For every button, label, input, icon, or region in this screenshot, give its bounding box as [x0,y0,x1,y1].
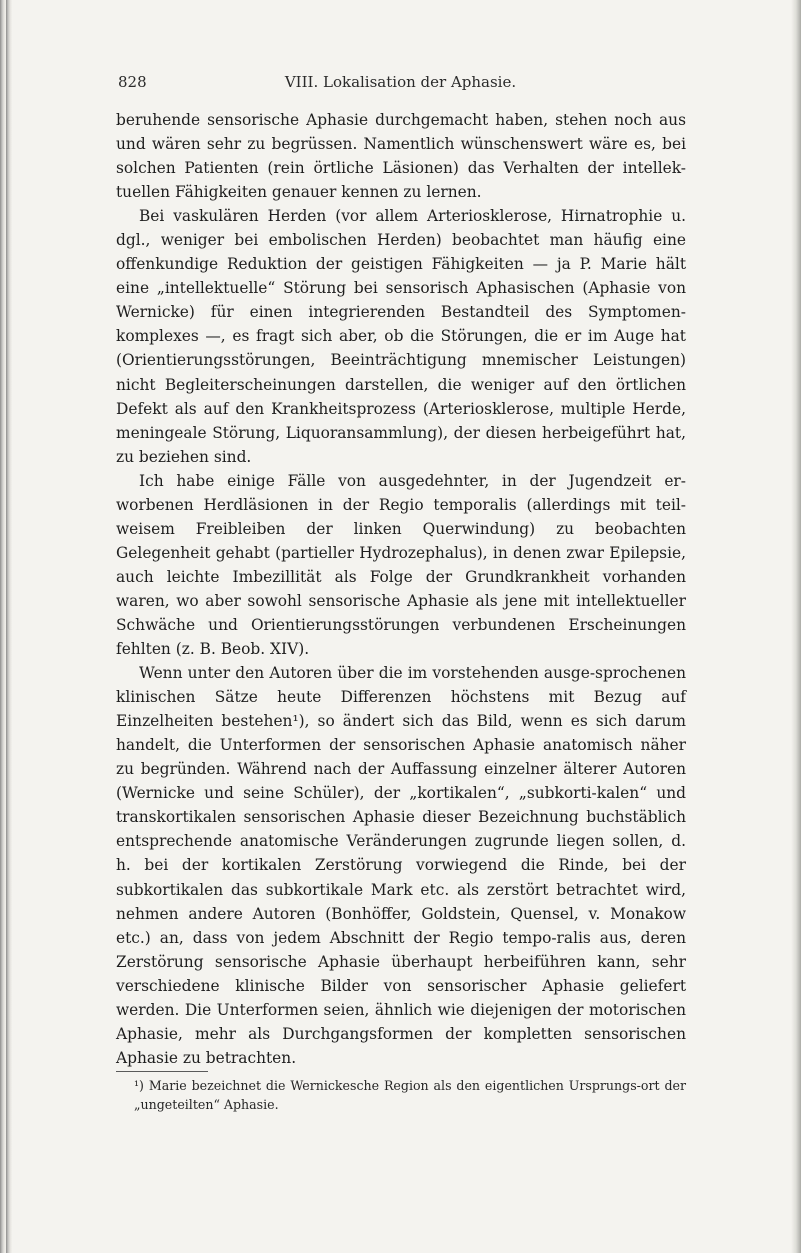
footnote-text: ¹) Marie bezeichnet die Wernickesche Region als den eigentlichen Ursprungs-ort der „ungeteilten“ Aphasie. [134,1078,686,1112]
paragraph: Ich habe einige Fälle von ausgedehnter, in der Jugendzeit er-worbenen Herdläsionen in der Regio temporalis (allerdings mit teil-weisem Freibleiben der linken Querwindung) zu beobachten Gelegenheit gehabt (partieller Hydrozephalus), in denen zwar Epilepsie, auch leichte Imbezillität als Folge der Grundkrankheit vorhanden waren, wo aber sowohl sensorische Aphasie als jene mit intellektueller Schwäche und Orientierungsstörungen verbundenen Erscheinungen fehlten (z. B. Beob. XIV). [116,471,686,659]
paragraph: beruhende sensorische Aphasie durchgemacht haben, stehen noch aus und wären sehr zu begrüssen. Namentlich wünschenswert wäre es, bei solchen Patienten (rein örtliche Läsionen) das Verhalten der intellek-tuellen Fähigkeiten genauer kennen zu lernen. [116,111,686,202]
page-number: 828 [118,73,147,91]
page-edge-right [791,0,801,1253]
paragraph: Bei vaskulären Herden (vor allem Arteriosklerose, Hirnatrophie u. dgl., weniger bei embolischen Herden) beobachtet man häufig eine offenkundige Reduktion der geistigen Fähigkeiten — ja P. Marie hält eine „intellektuelle“ Störung bei sensorisch Aphasischen (Aphasie von Wernicke) für einen integrierenden Bestandteil des Symptomen-komplexes —, es fragt sich aber, ob die Störungen, die er im Auge hat (Orientierungsstörungen, Beeinträchtigung mnemischer Leistungen) nicht Begleiterscheinungen darstellen, die weniger auf den örtlichen Defekt als auf den Krankheitsprozess (Arteriosklerose, multiple Herde, meningeale Störung, Liquoransammlung), der diesen herbeigeführt hat, zu beziehen sind. [116,207,686,466]
footnote [116,1076,686,1114]
running-head: VIII. Lokalisation der Aphasie. [284,73,517,91]
paragraph: Wenn unter den Autoren über die im vorstehenden ausge-sprochenen klinischen Sätze heute Differenzen höchstens mit Bezug auf Einzelheiten bestehen¹), so ändert sich das Bild, wenn es sich darum handelt, die Unterformen der sensorischen Aphasie anatomisch näher zu begründen. Während nach der Auffassung einzelner älterer Autoren (Wernicke und seine Schüler), der „kortikalen“, „subkorti-kalen“ und transkortikalen sensorischen Aphasie dieser Bezeichnung buchstäblich entsprechende anatomische Veränderungen zugrunde liegen sollen, d. h. bei der kortikalen Zerstörung vorwiegend die Rinde, bei der subkortikalen das subkortikale Mark etc. als zerstört betrachtet wird, nehmen andere Autoren (Bonhöffer, Goldstein, Quensel, v. Monakow etc.) an, dass von jedem Abschnitt der Regio tempo-ralis aus, deren Zerstörung sensorische Aphasie überhaupt herbeiführen kann, sehr verschiedene klinische Bilder von sensorischer Aphasie geliefert werden. Die Unterformen seien, ähnlich wie diejenigen der motorischen Aphasie, mehr als Durchgangsformen der kompletten sensorischen Aphasie zu betrachten. [116,664,686,1067]
page-edge-left [0,0,12,1253]
body-text [116,108,686,1070]
footnote-rule [116,1071,208,1072]
